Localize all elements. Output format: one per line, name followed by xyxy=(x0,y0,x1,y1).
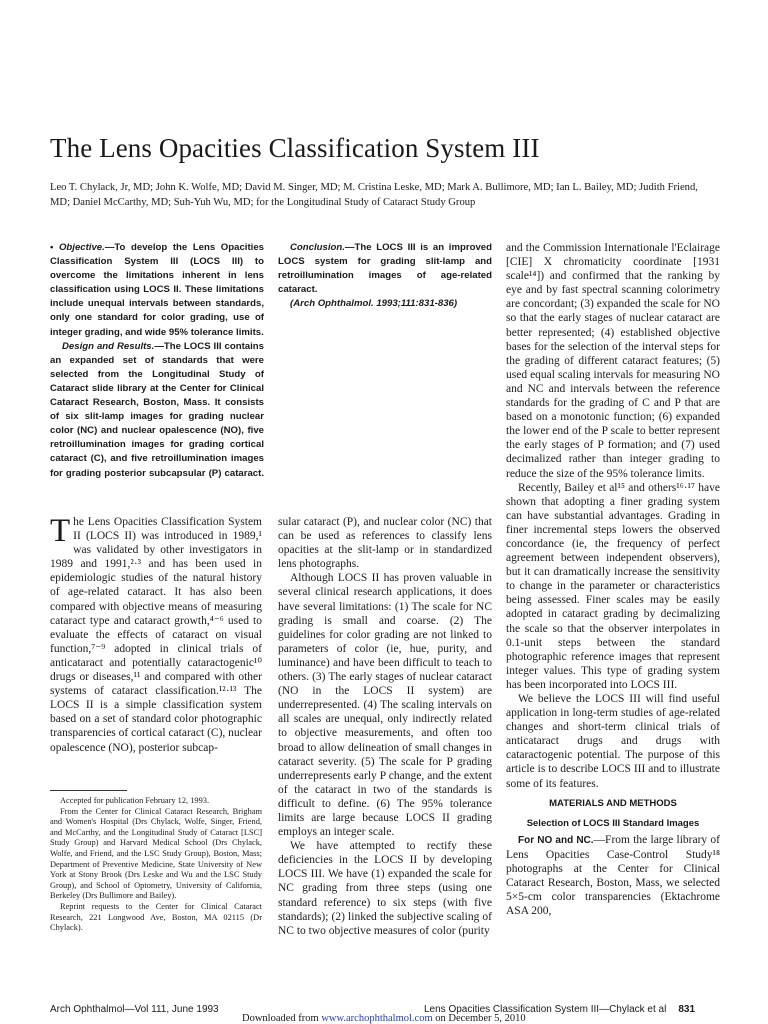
paragraph: Recently, Bailey et al¹⁵ and others¹⁶·¹⁷ have shown that adopting a finer grading system can have substantial advantages. Grading in finer incremental steps lowers the observed concordance (ie, the frequency of perfect agreement between independent observers), but it can dramatically increase the sensitivity to change in the parameter or characteristics being assessed. Finer scales may be easily adopted in cataract grading by decimalizing the scale so that the observer interpolates in 0.1-unit steps between the standard photographic reference images that represent integer values. This type of grading system has been incorporated into LOCS III. xyxy=(506,481,720,691)
paragraph: —From the large library of Lens Opacities Case-Control Study¹⁸ photographs at the Center for Clinical Cataract Research, Boston, Mass, we selected 5×5-cm color transparencies (Ektachrome ASA 200, xyxy=(506,833,720,918)
body-column-1 xyxy=(50,515,262,780)
page-number: 831 xyxy=(678,1004,696,1015)
accepted-note: Accepted for publication February 12, 1993. xyxy=(60,796,210,805)
abstract-part-2 xyxy=(278,241,492,311)
author-list: Leo T. Chylack, Jr, MD; John K. Wolfe, MD; David M. Singer, MD; M. Cristina Leske, MD; Mark A. Bullimore, MD; Ian L. Bailey, MD; Judith Friend, MD; Daniel McCarthy, MD; Suh-Yuh Wu, MD; for the Longitudinal Study of Cataract Study Group xyxy=(50,182,698,208)
bullet: • xyxy=(50,242,59,253)
intro-paragraph: he Lens Opacities Classification System II (LOCS II) was introduced in 1989,¹ was validated by other investigators in 1989 and 1991,²·³ and has been used in epidemiologic studies of the natural history of age-related cataract. It has also been compared with objective means of measuring cataract type and cataract growth,⁴⁻⁶ used to evaluate the effects of cataract on visual function,⁷⁻⁹ adopted in clinical trials of anticataract and potentially cataractogenic¹⁰ drugs or diseases,¹¹ and compared with other systems of cataract classification.¹²·¹³ The LOCS II is a simple classification system based on a set of standard color photographic transparencies of cortical cataract (C), nuclear opalescence (NO), posterior subcap- xyxy=(50,516,262,754)
objective-text: —To develop the Lens Opacities Classification System III (LOCS III) to overcome the limitations inherent in lens classification using LOCS II. These limitations include unequal intervals between standards, only one standard for color grading, use of integer grading, and wide 95% tolerance limits. xyxy=(50,242,264,338)
download-stamp xyxy=(242,1013,526,1024)
paragraph: We have attempted to rectify these deficiencies in the LOCS II by developing LOCS III. We have (1) expanded the scale for NC grading from three steps (using one standard reference) to six steps (with five standards); (2) linked the subjective scaling of NC to two objective measures of color (purity xyxy=(278,840,492,937)
abstract-part-1 xyxy=(50,241,264,482)
paragraph-label: For NO and NC. xyxy=(518,834,594,846)
objective-label: Objective. xyxy=(58,242,105,253)
abstract-citation: (Arch Ophthalmol. 1993;111:831-836) xyxy=(290,298,458,310)
body-column-3 xyxy=(506,241,720,997)
conclusion-label: Conclusion. xyxy=(290,242,345,253)
conclusion-text: —The LOCS III is an improved LOCS system for grading slit-lamp and retroillumination images of age-related cataract. xyxy=(278,242,492,296)
affiliations-note: From the Center for Clinical Cataract Research, Brigham and Women's Hospital (Drs Chylack, Wolfe, Singer, Friend, and McCarthy, and the Longitudinal Study of Cataract [LSC] Study Group) and Harvard Medical School (Drs Chylack, Wolfe, and Friend, and the LSC Study Group), Boston, Mass; Department of Preventive Medicine, State University of New York at Stony Brook (Drs Leske and Wu and the LSC Study Group), and School of Optometry, University of California, Berkeley (Drs Bullimore and Bailey). xyxy=(50,806,262,901)
design-text: —The LOCS III contains an expanded set of standards that were selected from the Longitudinal Study of Cataract slide library at the Center for Clinical Cataract Research, Boston, Mass. It consists of six slit-lamp images for grading nuclear color (NC) and nuclear opalescence (NO), five retroillumination images for grading cortical cataract (C), and five retroillumination images for grading posterior subcapsular (P) cataract. xyxy=(50,340,264,479)
paragraph: and the Commission Internationale l'Eclairage [CIE] X chromaticity coordinate [1931 scale¹⁴]) and confirmed that the ranking by eye and by fast spectral scanning colorimetry are concordant; (3) expanded the scale for NO so that the early stages of nuclear cataract are better represented; (4) established objective bases for the selection of the interval steps for the grading of different cataract features; (5) used equal scaling intervals for measuring NO and NC and intervals between the reference standards for the grading of C and P that are based on a monotonic function; (6) expanded the lower end of the P scale to better represent the early stages of P formation; and (7) used decimalized rather than integer grading to reduce the size of the 95% tolerance limits. xyxy=(506,242,720,480)
design-label: Design and Results. xyxy=(62,340,155,352)
body-column-2 xyxy=(278,515,492,997)
download-suffix: on December 5, 2010 xyxy=(435,1013,526,1024)
paragraph: Although LOCS II has proven valuable in several clinical research applications, it does have several limitations: (1) The scale for NC grading is small and coarse. (2) The guidelines for color grading are not linked to parameters of color (ie, hue, purity, and luminance) and have been difficult to teach to others. (3) The early stages of nuclear cataract (NO in the LOCS II system) are underrepresented. (4) The scaling intervals on all scales are unequal, only indirectly related to objective measurements, and often too broad to allow delineation of small changes in cataract severity. (5) The scale for P grading underrepresents early P change, and the extent of the cataract in two of the standards is difficult to define. (6) The 95% tolerance limits are large because LOCS II grading employs an integer scale. xyxy=(278,572,492,839)
drop-cap: T xyxy=(50,515,71,549)
download-link[interactable]: www.archophthalmol.com xyxy=(321,1013,433,1024)
download-prefix: Downloaded from xyxy=(242,1013,319,1024)
reprints-note: Reprint requests to the Center for Clinical Cataract Research, 221 Longwood Ave, Boston, MA 02115 (Dr Chylack). xyxy=(50,901,262,933)
running-title: Lens Opacities Classification System III—Chylack et al xyxy=(424,1004,667,1015)
paragraph: sular cataract (P), and nuclear color (NC) that can be used as references to classify lens opacities at the slit-lamp or in standardized lens photographs. xyxy=(278,516,492,571)
footnotes xyxy=(50,796,262,934)
paragraph: We believe the LOCS III will find useful application in long-term studies of age-related changes and short-term clinical trials of anticataract drugs and drugs with cataractogenic potential. The purpose of this article is to describe LOCS III and to illustrate some of its features. xyxy=(506,693,720,790)
journal-footer: Arch Ophthalmol—Vol 111, June 1993 xyxy=(50,1004,219,1015)
subsection-heading: Selection of LOCS III Standard Images xyxy=(526,817,700,829)
article-title: The Lens Opacities Classification System III xyxy=(50,133,540,163)
section-heading: MATERIALS AND METHODS xyxy=(549,797,677,809)
footnote-rule xyxy=(50,790,127,791)
